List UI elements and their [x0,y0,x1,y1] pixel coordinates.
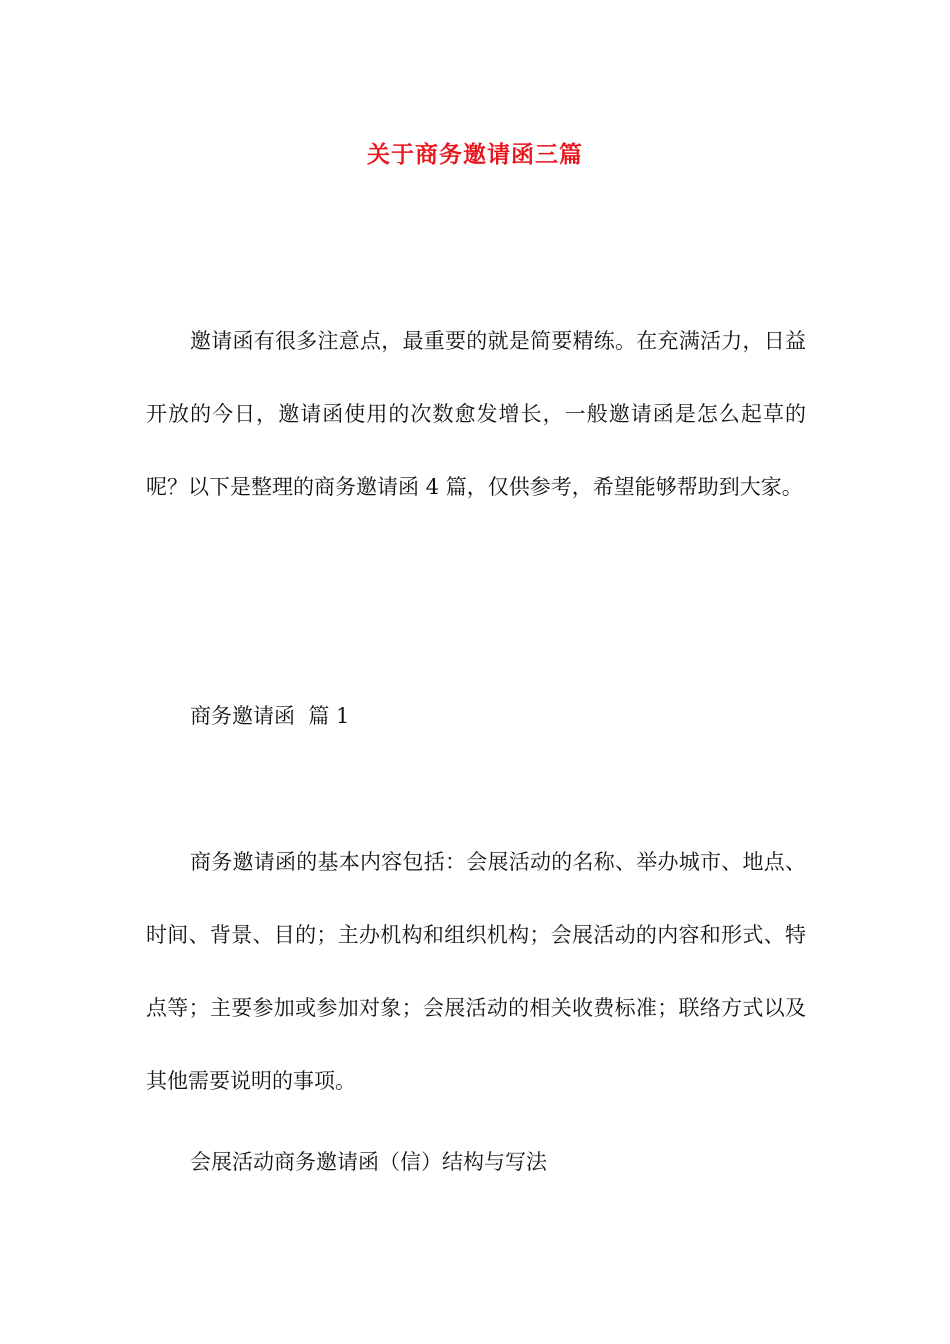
subheading: 会展活动商务邀请函（信）结构与写法 [190,1150,547,1174]
document-title: 关于商务邀请函三篇 [367,141,583,168]
body-paragraph: 商务邀请函的基本内容包括：会展活动的名称、举办城市、地点、时间、背景、目的；主办机构和组织机构；会展活动的内容和形式、特点等；主要参加或参加对象；会展活动的相关收费标准；联络方式以及其他需要说明的事项。 [146,850,806,1093]
section-heading: 商务邀请函 篇 1 [190,704,350,728]
intro-paragraph: 邀请函有很多注意点，最重要的就是简要精练。在充满活力，日益开放的今日，邀请函使用的次数愈发增长，一般邀请函是怎么起草的呢？以下是整理的商务邀请函 4 篇，仅供参考，希望能够帮助到大家。 [146,329,806,499]
